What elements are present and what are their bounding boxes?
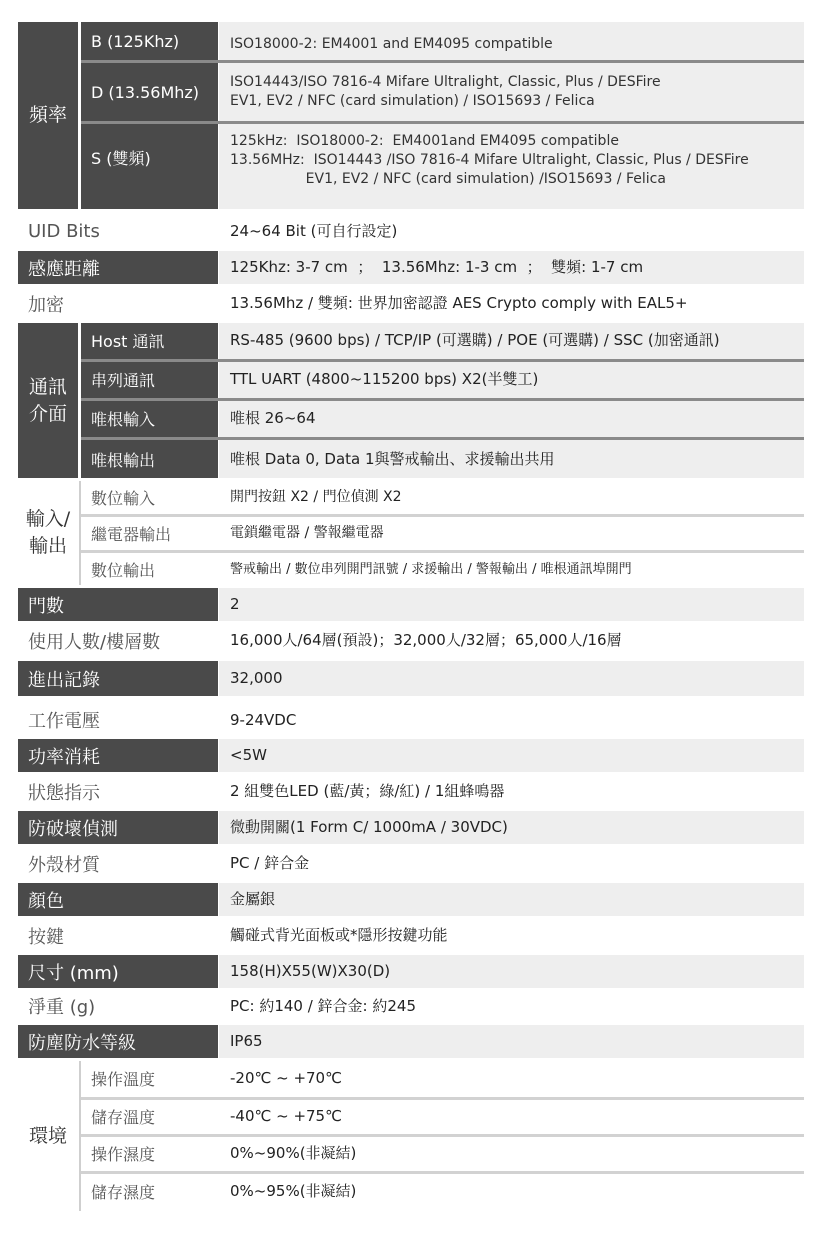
spec-label: 按鍵 bbox=[28, 926, 64, 948]
spec-value: <5W bbox=[219, 739, 804, 772]
freq-s-value: 125kHz: ISO18000-2: EM4001and EM4095 compatible 13.56MHz: ISO14443 /ISO 7816-4 Mifare Ultralight, Classic, Plus / DESFire EV1, EV2 / NFC (card simulation) /ISO15693 / Felica bbox=[230, 133, 749, 187]
io-relay-value: 電鎖繼電器 / 警報繼電器 bbox=[230, 524, 384, 541]
freq-d-label: D (13.56Mhz) bbox=[91, 82, 200, 102]
env-st-hum-label: 儲存濕度 bbox=[91, 1182, 156, 1202]
env-st-temp-value: -40℃ ~ +75℃ bbox=[230, 1107, 342, 1125]
encryption-label: 加密 bbox=[28, 294, 64, 316]
spec-value: 158(H)X55(W)X30(D) bbox=[219, 955, 804, 988]
comm-serial-label: 串列通訊 bbox=[91, 371, 156, 390]
io-digital-in-label: 數位輸入 bbox=[91, 488, 156, 508]
spec-label: 使用人數/樓層數 bbox=[28, 631, 161, 653]
comm-host-label: Host 通訊 bbox=[91, 332, 165, 351]
spec-label: 外殼材質 bbox=[28, 854, 100, 876]
env-op-temp-value: -20℃ ~ +70℃ bbox=[230, 1069, 342, 1087]
encryption-value: 13.56Mhz / 雙頻: 世界加密認證 AES Crypto comply with EAL5+ bbox=[230, 294, 688, 312]
io-group-label: 輸入/ 輸出 bbox=[25, 508, 71, 557]
env-st-temp-label: 儲存溫度 bbox=[91, 1108, 156, 1127]
spec-value: 2 bbox=[219, 588, 804, 621]
spec-value: PC / 鋅合金 bbox=[230, 854, 310, 872]
comm-group-label: 通訊 介面 bbox=[18, 323, 78, 478]
freq-b-label: B (125Khz) bbox=[91, 31, 180, 51]
io-digital-out-value: 警戒輸出 / 數位串列開門訊號 / 求援輸出 / 警報輸出 / 唯根通訊埠開門 bbox=[230, 561, 632, 577]
uid-bits-value: 24~64 Bit (可自行設定) bbox=[230, 221, 398, 240]
spec-label: 淨重 (g) bbox=[28, 997, 96, 1018]
spec-label: 尺寸 (mm) bbox=[18, 955, 218, 988]
spec-value: 9-24VDC bbox=[230, 710, 297, 729]
io-digital-in-value: 開門按鈕 X2 / 門位偵測 X2 bbox=[230, 488, 402, 505]
env-op-temp-label: 操作溫度 bbox=[91, 1070, 156, 1089]
spec-label: 顏色 bbox=[18, 883, 218, 916]
frequency-group-label: 頻率 bbox=[18, 22, 78, 209]
spec-label: 進出記錄 bbox=[18, 661, 218, 696]
spec-value: 16,000人/64層(預設)；32,000人/32層；65,000人/16層 bbox=[230, 631, 622, 649]
freq-s-label: S (雙頻) bbox=[91, 148, 151, 168]
spec-value: 2 組雙色LED (藍/黃；綠/紅) / 1組蜂鳴器 bbox=[230, 782, 505, 800]
freq-b-value: ISO18000-2: EM4001 and EM4095 compatible bbox=[230, 36, 553, 52]
comm-wiegand-in-value: 唯根 26~64 bbox=[230, 409, 316, 427]
env-op-hum-label: 操作濕度 bbox=[91, 1145, 156, 1164]
spec-value: 微動開關(1 Form C/ 1000mA / 30VDC) bbox=[219, 811, 804, 844]
spec-label: 工作電壓 bbox=[28, 711, 100, 732]
freq-d-value: ISO14443/ISO 7816-4 Mifare Ultralight, Classic, Plus / DESFire EV1, EV2 / NFC (card simulation) / ISO15693 / Felica bbox=[230, 74, 661, 109]
uid-bits-label: UID Bits bbox=[28, 220, 100, 242]
spec-label: 功率消耗 bbox=[18, 739, 218, 772]
env-op-hum-value: 0%~90%(非凝結) bbox=[230, 1144, 357, 1162]
range-label: 感應距離 bbox=[18, 251, 218, 284]
spec-value: 32,000 bbox=[219, 661, 804, 696]
spec-value: 觸碰式背光面板或*隱形按鍵功能 bbox=[230, 926, 448, 944]
spec-label: 門數 bbox=[18, 588, 218, 621]
io-relay-label: 繼電器輸出 bbox=[91, 524, 172, 544]
spec-value: PC: 約140 / 鋅合金: 約245 bbox=[230, 996, 417, 1015]
spec-value: IP65 bbox=[219, 1025, 804, 1058]
comm-serial-value: TTL UART (4800~115200 bps) X2(半雙工) bbox=[230, 370, 539, 388]
comm-wiegand-in-label: 唯根輸入 bbox=[91, 410, 156, 429]
environment-group-label: 環境 bbox=[28, 1124, 67, 1147]
comm-wiegand-out-label: 唯根輸出 bbox=[91, 450, 156, 470]
spec-label: 防破壞偵測 bbox=[18, 811, 218, 844]
spec-value: 金屬銀 bbox=[219, 883, 804, 916]
spec-label: 狀態指示 bbox=[28, 782, 100, 804]
comm-wiegand-out-value: 唯根 Data 0, Data 1與警戒輸出、求援輸出共用 bbox=[230, 449, 555, 468]
io-digital-out-label: 數位輸出 bbox=[91, 560, 156, 580]
env-st-hum-value: 0%~95%(非凝結) bbox=[230, 1181, 357, 1200]
spec-label: 防塵防水等級 bbox=[18, 1025, 218, 1058]
comm-host-value: RS-485 (9600 bps) / TCP/IP (可選購) / POE (可選購) / SSC (加密通訊) bbox=[230, 331, 720, 349]
range-value: 125Khz: 3-7 cm ； 13.56Mhz: 1-3 cm ； 雙頻: 1-7 cm bbox=[219, 251, 804, 284]
